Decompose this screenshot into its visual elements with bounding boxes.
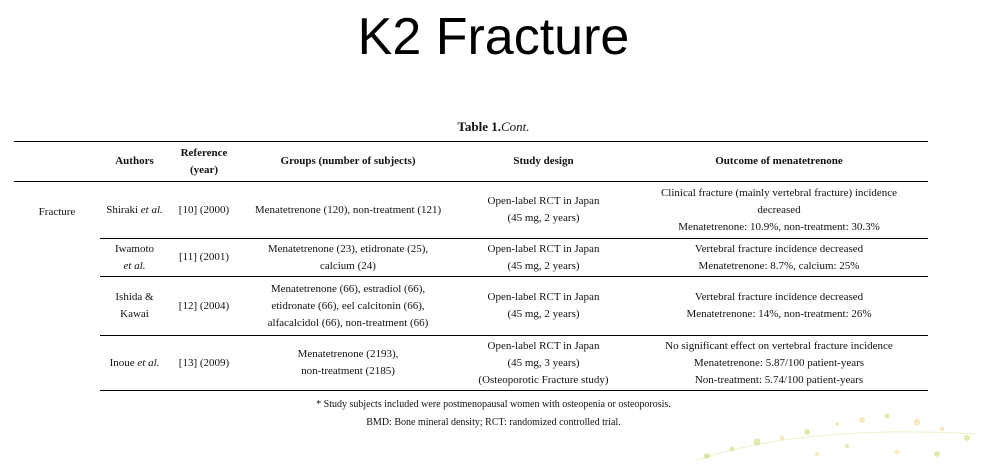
table-row (14, 277, 928, 336)
groups-line: Menatetrenone (66), estradiol (66), (270, 282, 426, 295)
design-line: (45 mg, 2 years) (507, 308, 580, 320)
decor-dot (804, 429, 810, 435)
author-name: Ishida & (115, 291, 154, 303)
groups-line: calcium (24) (320, 259, 376, 272)
outcome-line: Non-treatment: 5.74/100 patient-years (694, 373, 864, 386)
outcome-line: No significant effect on vertebral fracture incidence (665, 339, 893, 352)
slide-title: K2 Fracture (357, 8, 630, 66)
author-etal: et al. (140, 203, 163, 216)
groups-cell (239, 277, 457, 336)
author-cell (100, 336, 169, 391)
decor-dot (914, 419, 921, 426)
author-cell (100, 239, 169, 277)
decor-dot (845, 444, 849, 448)
header-groups: Groups (number of subjects) (239, 142, 457, 182)
outcome-cell (630, 277, 928, 336)
decor-dot (895, 450, 900, 455)
decor-dot (885, 414, 890, 419)
study-table-container (14, 141, 928, 391)
reference-cell: [12] (2004) (169, 277, 239, 336)
table-row (14, 336, 928, 391)
table-row (14, 239, 928, 277)
design-cell (457, 336, 630, 391)
design-line: Open-label RCT in Japan (487, 195, 600, 207)
decor-dot (815, 452, 819, 456)
header-category (14, 142, 100, 182)
header-authors: Authors (100, 142, 169, 182)
decorative-dots-graphic (687, 394, 987, 464)
decor-dot (859, 417, 865, 423)
design-line: Open-label RCT in Japan (487, 291, 600, 303)
design-cell (457, 277, 630, 336)
author-name: Inoue (109, 356, 138, 369)
outcome-cell (630, 239, 928, 277)
design-cell (457, 182, 630, 239)
outcome-line: Menatetrenone: 5.87/100 patient-years (693, 356, 865, 369)
design-line: Open-label RCT in Japan (487, 242, 600, 255)
design-line: (Osteoporotic Fracture study) (478, 373, 609, 386)
design-line: (45 mg, 3 years) (507, 356, 580, 369)
header-outcome: Outcome of menatetrenone (630, 142, 928, 182)
author-cell (100, 182, 169, 239)
groups-line: non-treatment (2185) (301, 365, 395, 377)
outcome-line: Clinical fracture (mainly vertebral fracture) incidence (660, 186, 898, 199)
design-line: (45 mg, 2 years) (507, 212, 580, 224)
outcome-line: decreased (757, 203, 801, 216)
reference-cell: [13] (2009) (169, 336, 239, 391)
groups-line: Menatetrenone (2193), (297, 348, 399, 360)
author-name: Kawai (120, 308, 149, 320)
reference-cell: [11] (2001) (169, 239, 239, 277)
outcome-line: Vertebral fracture incidence decreased (694, 242, 864, 255)
header-row (14, 142, 928, 182)
author-name: Shiraki (106, 203, 141, 216)
groups-line: Menatetrenone (23), etidronate (25), (267, 242, 429, 255)
reference-cell: [10] (2000) (169, 182, 239, 239)
header-reference-label: Reference (year) (180, 146, 228, 176)
study-table (14, 141, 928, 391)
decor-dot (835, 422, 839, 426)
design-cell (457, 239, 630, 277)
header-reference (169, 142, 239, 182)
outcome-cell (630, 182, 928, 239)
groups-line: alfacalcidol (66), non-treatment (66) (267, 316, 429, 329)
author-name: Iwamoto (114, 242, 155, 255)
table-caption-cont: Cont. (501, 119, 530, 133)
outcome-line: Menatetrenone: 10.9%, non-treatment: 30.3% (678, 220, 880, 233)
outcome-line: Menatetrenone: 14%, non-treatment: 26% (686, 308, 872, 320)
category-label: Fracture (38, 206, 76, 218)
groups-cell (239, 239, 457, 277)
header-study-design: Study design (457, 142, 630, 182)
table-caption-label: Table 1. (457, 119, 502, 133)
category-cell (14, 182, 100, 391)
decor-dot (934, 451, 940, 457)
decor-dot (964, 435, 970, 441)
groups-line: etidronate (66), eel calcitonin (66), (271, 299, 425, 312)
footnote-abbreviations: BMD: Bone mineral density; RCT: randomized controlled trial. (366, 417, 621, 428)
outcome-line: Menatetrenone: 8.7%, calcium: 25% (698, 259, 860, 272)
author-cell (100, 277, 169, 336)
footnote-study-subjects: * Study subjects included were postmenopausal women with osteopenia or osteoporosis. (316, 399, 671, 410)
groups-line: Menatetrenone (120), non-treatment (121) (254, 203, 442, 216)
design-line: (45 mg, 2 years) (507, 259, 580, 272)
design-line: Open-label RCT in Japan (487, 339, 600, 352)
outcome-line: Vertebral fracture incidence decreased (694, 291, 864, 303)
author-etal: et al. (123, 259, 146, 272)
decor-dot (940, 427, 945, 432)
outcome-cell (630, 336, 928, 391)
groups-cell (239, 182, 457, 239)
author-etal: et al. (137, 356, 160, 369)
table-row (14, 182, 928, 239)
groups-cell (239, 336, 457, 391)
table-caption (0, 119, 987, 133)
